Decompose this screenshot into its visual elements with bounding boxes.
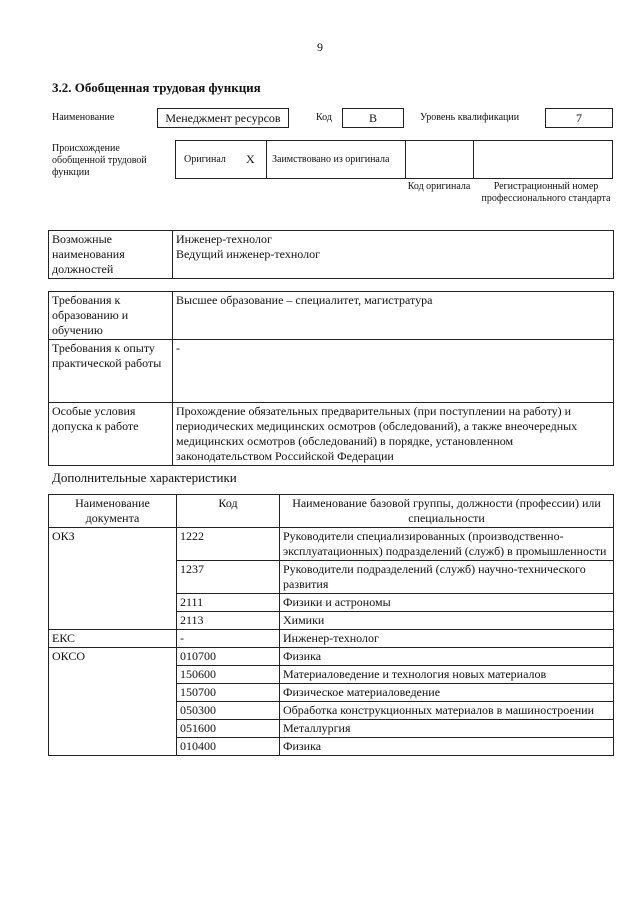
original-mark: X <box>246 152 255 166</box>
group-cell: Руководители специализированных (производственно-эксплуатационных) подразделений (служб) в промышленности <box>280 528 614 561</box>
table-row <box>49 630 614 648</box>
additional-table <box>48 494 614 756</box>
group-cell: Материаловедение и технология новых материалов <box>280 666 614 684</box>
origin-label: Происхождение обобщенной трудовой функции <box>52 143 147 178</box>
code-label: Код <box>316 112 332 123</box>
positions-label: Возможные наименования должностей <box>49 231 173 279</box>
group-cell: Инженер-технолог <box>280 630 614 648</box>
name-value: Менеджмент ресурсов <box>157 108 289 128</box>
code-cell: 010400 <box>177 738 280 756</box>
divider <box>473 141 474 178</box>
position-item: Ведущий инженер-технолог <box>176 247 320 261</box>
borrowed-label: Заимствовано из оригинала <box>272 154 390 165</box>
group-cell: Металлургия <box>280 720 614 738</box>
positions-table <box>48 230 614 279</box>
doc-cell: ОКСО <box>49 648 177 756</box>
req-education-value: Высшее образование – специалитет, магистратура <box>173 292 614 340</box>
divider <box>266 141 267 178</box>
code-cell: 2113 <box>177 612 280 630</box>
code-original-caption: Код оригинала <box>407 181 471 192</box>
code-cell: 1222 <box>177 528 280 561</box>
code-cell: - <box>177 630 280 648</box>
doc-cell: ЕКС <box>49 630 177 648</box>
group-cell: Физика <box>280 738 614 756</box>
code-cell: 150700 <box>177 684 280 702</box>
page-number: 9 <box>317 40 323 54</box>
table-row <box>49 648 614 666</box>
code-value: B <box>342 108 404 128</box>
group-cell: Обработка конструкционных материалов в машиностроении <box>280 702 614 720</box>
code-cell: 1237 <box>177 561 280 594</box>
group-cell: Физики и астрономы <box>280 594 614 612</box>
additional-rows <box>49 528 614 756</box>
code-cell: 050300 <box>177 702 280 720</box>
level-label: Уровень квалификации <box>420 112 520 123</box>
code-cell: 010700 <box>177 648 280 666</box>
req-education-label: Требования к образованию и обучению <box>49 292 173 340</box>
original-label: Оригинал <box>184 154 226 165</box>
section-title: 3.2. Обобщенная трудовая функция <box>52 80 261 95</box>
requirements-table <box>48 291 614 466</box>
col-header-code: Код <box>177 495 280 528</box>
code-cell: 150600 <box>177 666 280 684</box>
level-value: 7 <box>545 108 613 128</box>
divider <box>405 141 406 178</box>
group-cell: Физика <box>280 648 614 666</box>
origin-box <box>175 140 613 179</box>
code-cell: 2111 <box>177 594 280 612</box>
position-item: Инженер-технолог <box>176 232 272 246</box>
req-conditions-value: Прохождение обязательных предварительных (при поступлении на работу) и периодических медицинских осмотров (обследований), а также внеочередных медицинских осмотров (обследований) в порядке, установленном законодательством Российской Федерации <box>173 403 614 466</box>
req-experience-label: Требования к опыту практической работы <box>49 340 173 403</box>
additional-caption: Дополнительные характеристики <box>52 470 237 485</box>
col-header-group: Наименование базовой группы, должности (профессии) или специальности <box>280 495 614 528</box>
group-cell: Руководители подразделений (служб) научно-технического развития <box>280 561 614 594</box>
positions-values <box>173 231 614 279</box>
group-cell: Химики <box>280 612 614 630</box>
name-label: Наименование <box>52 112 115 123</box>
doc-cell: ОКЗ <box>49 528 177 630</box>
req-conditions-label: Особые условия допуска к работе <box>49 403 173 466</box>
group-cell: Физическое материаловедение <box>280 684 614 702</box>
req-experience-value: - <box>173 340 614 403</box>
reg-number-caption: Регистрационный номер профессионального стандарта <box>481 181 611 204</box>
table-row <box>49 528 614 561</box>
code-cell: 051600 <box>177 720 280 738</box>
col-header-document: Наименование документа <box>49 495 177 528</box>
